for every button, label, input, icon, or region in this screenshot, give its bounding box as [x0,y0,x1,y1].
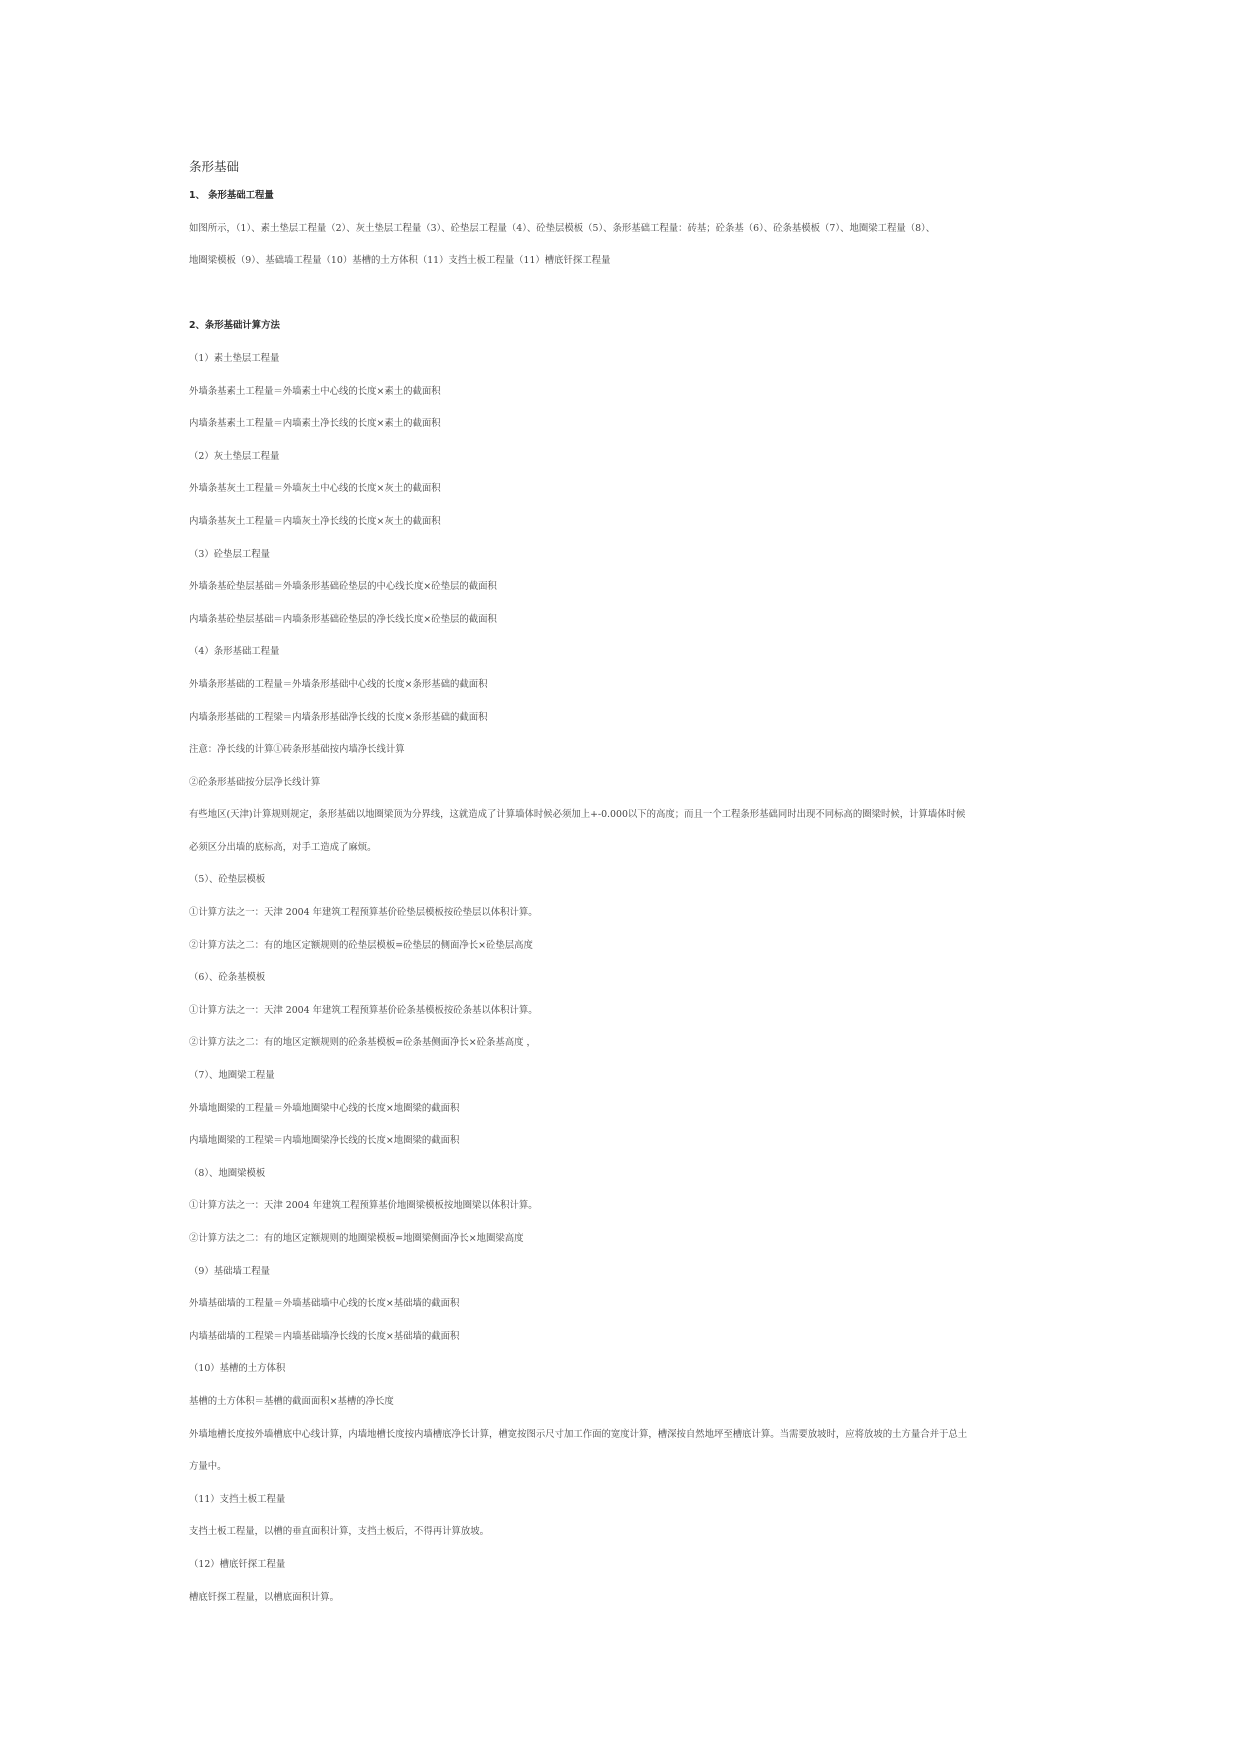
paragraph-line: 内墙基础墙的工程梁＝内墙基础墙净长线的长度×基础墙的截面积 [189,1330,460,1342]
paragraph-line: （6）、砼条基模板 [189,972,266,984]
paragraph-line: ②计算方法之二：有的地区定额规则的砼垫层模板=砼垫层的侧面净长×砼垫层高度 [189,939,533,951]
paragraph-line: （10）基槽的土方体积 [189,1363,286,1375]
paragraph-line: 支挡土板工程量，以槽的垂直面积计算，支挡土板后，不得再计算放坡。 [189,1526,490,1538]
paragraph-line: 外墙条形基础的工程量＝外墙条形基础中心线的长度×条形基础的截面积 [189,678,488,690]
paragraph-line: ②计算方法之二：有的地区定额规则的地圈梁模板=地圈梁侧面净长×地圈梁高度 [189,1233,524,1244]
paragraph-line: ②砼条形基础按分层净长线计算 [189,776,321,788]
paragraph-line: （5）、砼垫层模板 [189,874,266,886]
paragraph-line: （12）槽底钎探工程量 [189,1558,286,1570]
paragraph-line: 外墙地槽长度按外墙槽底中心线计算，内墙地槽长度按内墙槽底净长计算，槽宽按图示尺寸加工作面的宽度计算，槽深按自然地坪至槽底计算。当需要放坡时，应将放坡的土方量合并于总土 [189,1428,968,1440]
paragraph-line: ①计算方法之一：天津 2004 年建筑工程预算基价砼条基模板按砼条基以体积计算。 [189,1004,538,1016]
paragraph-line: 内墙条形基础的工程梁＝内墙条形基础净长线的长度×条形基础的截面积 [189,711,488,723]
paragraph-line: 注意：净长线的计算①砖条形基础按内墙净长线计算 [189,744,405,756]
paragraph-line: （9）基础墙工程量 [189,1265,270,1277]
paragraph-line: 地圈梁模板（9）、基础墙工程量（10）基槽的土方体积（11）支挡土板工程量（11）槽底钎探工程量 [189,255,611,267]
paragraph-line: （8）、地圈梁模板 [189,1167,266,1179]
document [189,158,1059,1623]
paragraph-line: 内墙条基灰土工程量＝内墙灰土净长线的长度×灰土的截面积 [189,515,441,527]
paragraph-line: 外墙条基灰土工程量＝外墙灰土中心线的长度×灰土的截面积 [189,483,441,495]
paragraph-line: （2）灰土垫层工程量 [189,450,280,462]
paragraph-line: 内墙地圈梁的工程梁＝内墙地圈梁净长线的长度×地圈梁的截面积 [189,1135,460,1147]
section-heading: 2、条形基础计算方法 [189,320,280,332]
paragraph-line: （11）支挡土板工程量 [189,1493,286,1505]
paragraph-line: 内墙条基砼垫层基础＝内墙条形基础砼垫层的净长线长度×砼垫层的截面积 [189,613,497,625]
paragraph-line: （1）素土垫层工程量 [189,352,280,364]
paragraph-line: 外墙条基砼垫层基础＝外墙条形基础砼垫层的中心线长度×砼垫层的截面积 [189,581,497,593]
paragraph-line: 槽底钎探工程量，以槽底面积计算。 [189,1591,340,1603]
paragraph-line: 必须区分出墙的底标高，对手工造成了麻烦。 [189,841,377,853]
document-title: 条形基础 [189,159,240,174]
document-body [189,189,1059,1623]
paragraph-line: 基槽的土方体积＝基槽的截面面积×基槽的净长度 [189,1395,394,1407]
section-heading: 1、 条形基础工程量 [189,190,274,201]
paragraph-line: （4）条形基础工程量 [189,646,280,658]
paragraph-line: ②计算方法之二：有的地区定额规则的砼条基模板=砼条基侧面净长×砼条基高度 ， [189,1037,536,1049]
paragraph-line: ①计算方法之一：天津 2004 年建筑工程预算基价砼垫层模板按砼垫层以体积计算。 [189,907,538,919]
paragraph-line: 外墙条基素土工程量＝外墙素土中心线的长度×素土的截面积 [189,385,441,397]
paragraph-line: 方量中。 [189,1461,227,1473]
paragraph-line: 外墙地圈梁的工程量＝外墙地圈梁中心线的长度×地圈梁的截面积 [189,1102,460,1114]
paragraph-line: 如图所示，（1）、素土垫层工程量（2）、灰土垫层工程量（3）、砼垫层工程量（4）、砼垫层模板（5）、条形基础工程量：砖基；砼条基（6）、砼条基模板（7）、地圈梁工程量（8）、 [189,222,936,234]
paragraph-line: 内墙条基素土工程量＝内墙素土净长线的长度×素土的截面积 [189,418,441,430]
paragraph-line: （3）砼垫层工程量 [189,548,270,560]
paragraph-line: 外墙基础墙的工程量＝外墙基础墙中心线的长度×基础墙的截面积 [189,1298,460,1310]
paragraph-line: （7）、地圈梁工程量 [189,1070,275,1082]
paragraph-line: 有些地区(天津)计算规则规定，条形基础以地圈梁顶为分界线，这就造成了计算墙体时候必须加上+-0.000以下的高度；而且一个工程条形基础同时出现不同标高的圈梁时候，计算墙体时候 [189,809,966,821]
paragraph-line: ①计算方法之一：天津 2004 年建筑工程预算基价地圈梁模板按地圈梁以体积计算。 [189,1200,538,1212]
